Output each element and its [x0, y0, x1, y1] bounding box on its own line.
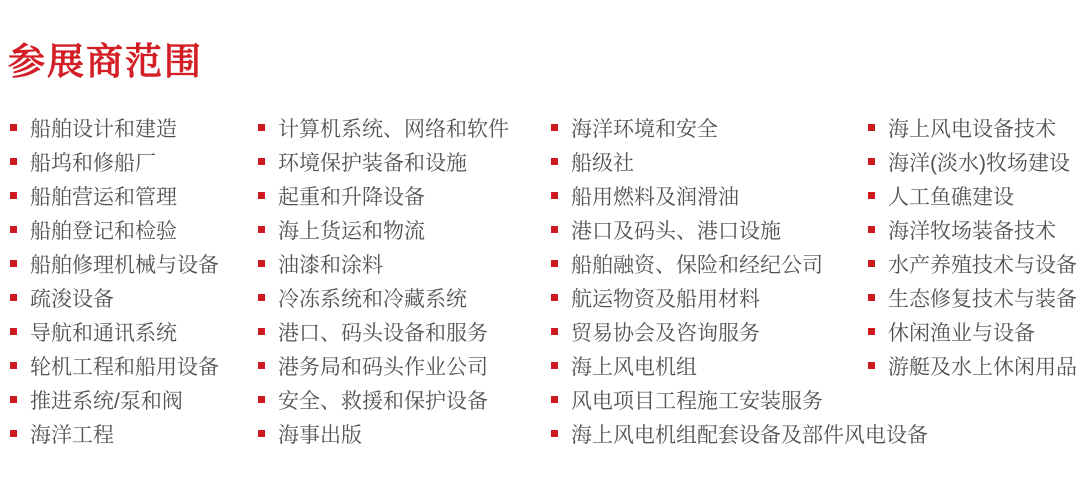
exhibitor-column-2 — [258, 111, 509, 451]
list-item — [868, 315, 1077, 349]
list-item — [868, 349, 1077, 383]
bullet-square-icon — [868, 124, 875, 131]
list-item — [258, 111, 509, 145]
bullet-square-icon — [551, 192, 558, 199]
bullet-square-icon — [258, 124, 265, 131]
list-item — [10, 417, 219, 451]
list-item-label: 海上货运和物流 — [278, 220, 425, 243]
list-item-label: 推进系统/泵和阀 — [30, 390, 183, 413]
list-item-label: 疏浚设备 — [30, 288, 114, 311]
bullet-square-icon — [258, 260, 265, 267]
page-title: 参展商范围 — [8, 41, 203, 82]
list-item-label: 生态修复技术与装备 — [888, 288, 1077, 311]
bullet-square-icon — [551, 362, 558, 369]
bullet-square-icon — [551, 396, 558, 403]
list-item-label: 船舶融资、保险和经纪公司 — [571, 254, 823, 277]
list-item — [868, 213, 1077, 247]
bullet-square-icon — [10, 362, 17, 369]
list-item — [10, 383, 219, 417]
list-item-label: 船舶登记和检验 — [30, 220, 177, 243]
list-item-label: 港务局和码头作业公司 — [278, 356, 488, 379]
list-item-label: 游艇及水上休闲用品 — [888, 356, 1077, 379]
list-item-label: 环境保护装备和设施 — [278, 152, 467, 175]
bullet-square-icon — [258, 396, 265, 403]
bullet-square-icon — [258, 158, 265, 165]
list-item — [10, 247, 219, 281]
list-item-label: 海上风电设备技术 — [888, 118, 1056, 141]
list-item — [868, 247, 1077, 281]
list-item-label: 海洋工程 — [30, 424, 114, 447]
list-item-label: 水产养殖技术与设备 — [888, 254, 1077, 277]
bullet-square-icon — [258, 294, 265, 301]
bullet-square-icon — [551, 430, 558, 437]
exhibitor-column-1 — [10, 111, 219, 451]
bullet-square-icon — [258, 192, 265, 199]
list-item — [258, 417, 509, 451]
list-item-label: 海上风电机组配套设备及部件风电设备 — [571, 424, 928, 447]
list-item — [10, 281, 219, 315]
list-item-label: 计算机系统、网络和软件 — [278, 118, 509, 141]
list-item-label: 油漆和涂料 — [278, 254, 383, 277]
list-item — [258, 281, 509, 315]
list-item-label: 航运物资及船用材料 — [571, 288, 760, 311]
bullet-square-icon — [551, 328, 558, 335]
list-item-label: 船坞和修船厂 — [30, 152, 156, 175]
exhibitor-column-4 — [868, 111, 1077, 383]
bullet-square-icon — [10, 260, 17, 267]
list-item — [10, 145, 219, 179]
list-item-label: 港口及码头、港口设施 — [571, 220, 781, 243]
list-item-label: 贸易协会及咨询服务 — [571, 322, 760, 345]
list-item-label: 冷冻系统和冷藏系统 — [278, 288, 467, 311]
bullet-square-icon — [868, 294, 875, 301]
bullet-square-icon — [551, 226, 558, 233]
bullet-square-icon — [10, 192, 17, 199]
bullet-square-icon — [551, 158, 558, 165]
bullet-square-icon — [868, 226, 875, 233]
list-item-label: 风电项目工程施工安装服务 — [571, 390, 823, 413]
list-item-label: 海洋(淡水)牧场建设 — [888, 152, 1070, 175]
list-item-label: 休闲渔业与设备 — [888, 322, 1035, 345]
bullet-square-icon — [868, 260, 875, 267]
list-item-label: 安全、救援和保护设备 — [278, 390, 488, 413]
list-item — [868, 145, 1077, 179]
list-item — [258, 349, 509, 383]
bullet-square-icon — [10, 294, 17, 301]
list-item — [258, 145, 509, 179]
list-item-label: 海事出版 — [278, 424, 362, 447]
list-item-label: 人工鱼礁建设 — [888, 186, 1014, 209]
bullet-square-icon — [551, 294, 558, 301]
list-item-label: 导航和通讯系统 — [30, 322, 177, 345]
bullet-square-icon — [258, 226, 265, 233]
bullet-square-icon — [258, 328, 265, 335]
list-item-label: 船舶修理机械与设备 — [30, 254, 219, 277]
bullet-square-icon — [10, 396, 17, 403]
bullet-square-icon — [868, 158, 875, 165]
list-item — [258, 247, 509, 281]
bullet-square-icon — [10, 226, 17, 233]
bullet-square-icon — [868, 362, 875, 369]
list-item — [10, 111, 219, 145]
bullet-square-icon — [258, 362, 265, 369]
bullet-square-icon — [10, 430, 17, 437]
list-item-label: 海上风电机组 — [571, 356, 697, 379]
list-item-label: 海洋牧场装备技术 — [888, 220, 1056, 243]
bullet-square-icon — [551, 124, 558, 131]
list-item-label: 船舶设计和建造 — [30, 118, 177, 141]
list-item — [10, 315, 219, 349]
bullet-square-icon — [868, 328, 875, 335]
list-item-label: 船舶营运和管理 — [30, 186, 177, 209]
bullet-square-icon — [868, 192, 875, 199]
list-item-label: 船用燃料及润滑油 — [571, 186, 739, 209]
list-item — [10, 213, 219, 247]
list-item — [868, 111, 1077, 145]
list-item — [10, 349, 219, 383]
bullet-square-icon — [10, 158, 17, 165]
list-item — [258, 213, 509, 247]
list-item — [258, 383, 509, 417]
list-item-label: 轮机工程和船用设备 — [30, 356, 219, 379]
list-item — [258, 179, 509, 213]
list-item — [258, 315, 509, 349]
bullet-square-icon — [10, 124, 17, 131]
bullet-square-icon — [551, 260, 558, 267]
bullet-square-icon — [10, 328, 17, 335]
list-item — [868, 281, 1077, 315]
list-item-label: 海洋环境和安全 — [571, 118, 718, 141]
list-item-label: 起重和升降设备 — [278, 186, 425, 209]
list-item-label: 港口、码头设备和服务 — [278, 322, 488, 345]
list-item — [868, 179, 1077, 213]
bullet-square-icon — [258, 430, 265, 437]
list-item — [551, 417, 928, 451]
list-item — [10, 179, 219, 213]
list-item — [551, 383, 928, 417]
list-item-label: 船级社 — [571, 152, 634, 175]
